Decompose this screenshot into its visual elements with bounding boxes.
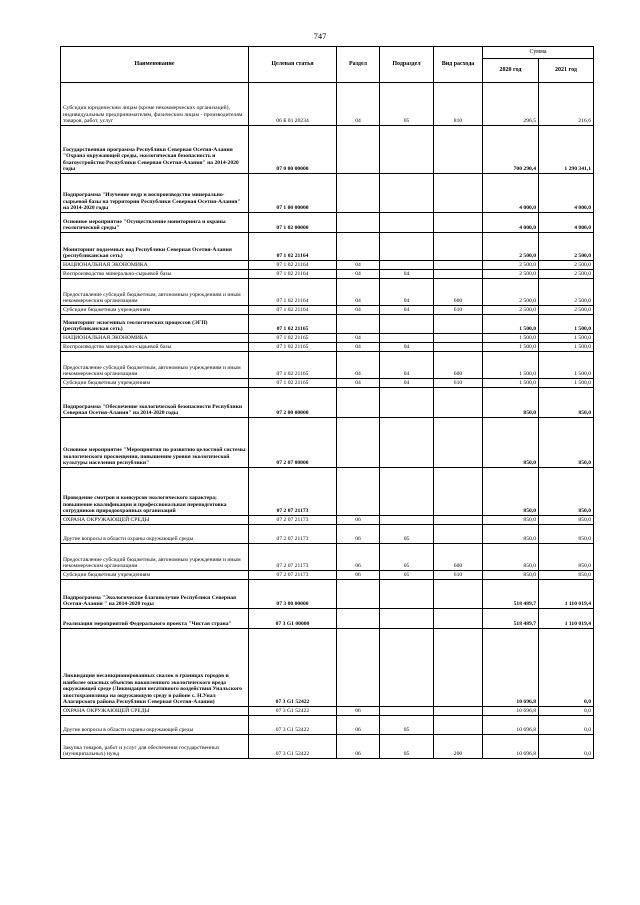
cell-subsection [380,174,434,213]
cell-sum-2021: 1 500,0 [539,315,594,334]
cell-section [337,213,380,233]
cell-target: 07 1 02 00000 [249,213,337,233]
cell-subsection: 04 [380,352,434,379]
cell-expense-type [434,707,483,716]
cell-name: ОХРАНА ОКРУЖАЮЩЕЙ СРЕДЫ [61,707,249,716]
cell-sum-2021: 2 500,0 [539,233,594,261]
cell-sum-2021: 2 500,0 [539,279,594,306]
cell-subsection: 05 [380,571,434,580]
cell-sum-2021: 2 500,0 [539,270,594,279]
cell-name: Мониторинг подземных вод Республики Северная Осетия-Алания (республиканская сеть) [61,233,249,261]
cell-section [337,418,380,468]
cell-target: 07 1 02 21165 [249,379,337,388]
cell-subsection [380,261,434,270]
cell-section [337,388,380,418]
cell-expense-type [434,334,483,343]
cell-subsection [380,388,434,418]
cell-section: 04 [337,270,380,279]
cell-sum-2021: 216,6 [539,83,594,126]
table-row [61,343,594,352]
cell-subsection: 04 [380,279,434,306]
cell-subsection [380,580,434,609]
cell-section: 06 [337,544,380,571]
cell-sum-2020: 850,0 [483,468,539,516]
cell-name: Мониторинг экзогенных геологических процессов (ЭГП) (республиканская сеть) [61,315,249,334]
cell-sum-2020: 10 696,8 [483,716,539,735]
cell-sum-2020: 1 500,0 [483,352,539,379]
cell-name: НАЦИОНАЛЬНАЯ ЭКОНОМИКА [61,261,249,270]
cell-sum-2021: 1 500,0 [539,343,594,352]
table-row [61,233,594,261]
cell-expense-type [434,418,483,468]
cell-section [337,609,380,629]
cell-name: Воспроизводство минерально-сырьевой базы [61,343,249,352]
cell-subsection [380,213,434,233]
cell-subsection [380,334,434,343]
cell-subsection: 04 [380,270,434,279]
cell-sum-2020: 2 500,0 [483,279,539,306]
budget-table [60,46,594,759]
table-row [61,580,594,609]
cell-sum-2021: 850,0 [539,468,594,516]
cell-section [337,174,380,213]
cell-name: НАЦИОНАЛЬНАЯ ЭКОНОМИКА [61,334,249,343]
cell-name: Предоставление субсидий бюджетным, автономным учреждениям и иным некоммерческим организациям [61,352,249,379]
cell-subsection [380,315,434,334]
cell-expense-type [434,174,483,213]
table-row [61,379,594,388]
cell-target: 07 3 G1 52422 [249,629,337,707]
cell-sum-2021: 4 000,0 [539,213,594,233]
cell-target: 07 1 02 21165 [249,343,337,352]
cell-subsection [380,233,434,261]
cell-sum-2020: 10 696,8 [483,735,539,759]
header-sum: Сумма [483,47,594,59]
cell-subsection: 04 [380,306,434,315]
cell-section [337,126,380,174]
cell-name: Субсидии бюджетным учреждениям [61,306,249,315]
cell-name: Предоставление субсидий бюджетным, автономным учреждениям и иным некоммерческим организациям [61,544,249,571]
cell-sum-2021: 4 000,0 [539,174,594,213]
table-row [61,544,594,571]
cell-name: ОХРАНА ОКРУЖАЮЩЕЙ СРЕДЫ [61,516,249,525]
cell-target: 07 1 02 21164 [249,261,337,270]
table-row [61,571,594,580]
cell-name: Субсидии бюджетным учреждениям [61,571,249,580]
cell-target: 07 3 G1 52422 [249,735,337,759]
cell-sum-2020: 850,0 [483,544,539,571]
cell-name: Другие вопросы в области охраны окружающей среды [61,525,249,544]
cell-subsection: 05 [380,735,434,759]
cell-sum-2020: 700 290,4 [483,126,539,174]
table-body [61,83,594,759]
cell-sum-2020: 850,0 [483,388,539,418]
cell-expense-type [434,388,483,418]
table-row [61,352,594,379]
cell-section: 06 [337,716,380,735]
cell-section: 04 [337,379,380,388]
cell-expense-type [434,270,483,279]
cell-expense-type: 610 [434,379,483,388]
cell-expense-type [434,516,483,525]
table-row [61,334,594,343]
cell-subsection: 05 [380,544,434,571]
cell-name: Подпрограмма "Обеспечение экологической безопасности Республики Северная Осетия-Алания" на 2014-2020 годы [61,388,249,418]
cell-expense-type [434,343,483,352]
cell-sum-2021: 850,0 [539,418,594,468]
cell-section [337,315,380,334]
cell-target: 07 1 02 21164 [249,270,337,279]
cell-sum-2020: 1 500,0 [483,379,539,388]
cell-subsection: 05 [380,83,434,126]
table-row [61,306,594,315]
cell-target: 07 3 G1 52422 [249,716,337,735]
header-name: Наименование [61,47,249,83]
cell-target: 07 2 07 21173 [249,571,337,580]
table-row [61,174,594,213]
cell-subsection [380,126,434,174]
cell-subsection [380,629,434,707]
cell-sum-2020: 1 500,0 [483,334,539,343]
cell-sum-2020: 1 500,0 [483,343,539,352]
cell-name: Субсидии бюджетным учреждениям [61,379,249,388]
cell-section [337,468,380,516]
cell-sum-2020: 10 696,8 [483,707,539,716]
cell-sum-2021: 850,0 [539,388,594,418]
cell-target: 07 3 00 00000 [249,580,337,609]
cell-section: 04 [337,352,380,379]
cell-section: 06 [337,571,380,580]
cell-name: Подпрограмма "Экологическое благополучие Республики Северная Осетия-Алания " на 2014-2020 годы [61,580,249,609]
cell-sum-2021: 0,0 [539,716,594,735]
table-row [61,83,594,126]
cell-name: Основное мероприятие "Мероприятия по развитию целостной системы экологического просвещения, повышению уровня экологической культуры населения республики" [61,418,249,468]
cell-target: 07 1 02 21164 [249,233,337,261]
cell-expense-type [434,580,483,609]
cell-name: Основное мероприятие "Осуществление мониторинга и охраны геологической среды" [61,213,249,233]
cell-expense-type [434,629,483,707]
table-row [61,126,594,174]
cell-sum-2020: 850,0 [483,571,539,580]
cell-expense-type [434,233,483,261]
cell-sum-2020: 4 000,0 [483,213,539,233]
cell-sum-2020: 850,0 [483,418,539,468]
cell-sum-2021: 2 500,0 [539,306,594,315]
cell-sum-2020: 2 500,0 [483,270,539,279]
header-subsection: Подраздел [380,47,434,83]
cell-section: 06 [337,735,380,759]
page-number: 747 [313,31,327,41]
cell-expense-type: 810 [434,83,483,126]
cell-sum-2020: 2 500,0 [483,233,539,261]
cell-sum-2021: 850,0 [539,544,594,571]
table-header [61,47,594,83]
cell-sum-2021: 2 500,0 [539,261,594,270]
cell-section [337,233,380,261]
table-row [61,609,594,629]
cell-sum-2020: 518 489,7 [483,580,539,609]
cell-subsection: 04 [380,343,434,352]
cell-sum-2020: 4 000,0 [483,174,539,213]
cell-sum-2020: 2 500,0 [483,261,539,270]
cell-sum-2020: 1 500,0 [483,315,539,334]
cell-sum-2021: 0,0 [539,735,594,759]
cell-expense-type: 200 [434,735,483,759]
cell-section: 04 [337,334,380,343]
header-expense-type: Вид расхода [434,47,483,83]
cell-sum-2021: 1 110 019,4 [539,609,594,629]
cell-sum-2021: 0,0 [539,629,594,707]
cell-sum-2021: 1 290 341,1 [539,126,594,174]
cell-name: Закупка товаров, работ и услуг для обеспечения государственных (муниципальных) нужд [61,735,249,759]
cell-section: 06 [337,525,380,544]
cell-expense-type: 610 [434,571,483,580]
cell-name: Реализация мероприятий Федерального проекта "Чистая страна" [61,609,249,629]
cell-sum-2021: 850,0 [539,571,594,580]
table-row [61,516,594,525]
cell-subsection [380,418,434,468]
cell-expense-type [434,609,483,629]
cell-target: 07 2 00 00000 [249,388,337,418]
cell-target: 07 1 00 00000 [249,174,337,213]
cell-target: 07 2 07 21173 [249,544,337,571]
cell-sum-2020: 10 696,8 [483,629,539,707]
cell-expense-type: 600 [434,544,483,571]
header-year-2020: 2020 год [483,59,539,83]
cell-target: 07 1 02 21164 [249,279,337,306]
cell-sum-2021: 1 110 019,4 [539,580,594,609]
cell-sum-2020: 2 500,0 [483,306,539,315]
cell-target: 07 3 G1 52422 [249,707,337,716]
cell-expense-type [434,213,483,233]
cell-sum-2020: 850,0 [483,525,539,544]
cell-expense-type [434,126,483,174]
cell-subsection [380,468,434,516]
cell-target: 07 1 02 21165 [249,315,337,334]
cell-name: Ликвидация несанкционированных свалок в границах городов и наиболее опасных объектов накопленного экологического вреда окружающей среде (Ликвидация негативного воздействия Унальского хвостохранилища на окружающую среду в районе с. Н.Унал Алагирского района Республики Северная Осетия-Алания) [61,629,249,707]
cell-subsection: 04 [380,379,434,388]
cell-section: 04 [337,343,380,352]
cell-name: Воспроизводство минерально-сырьевой базы [61,270,249,279]
cell-section: 04 [337,261,380,270]
table-row [61,707,594,716]
cell-sum-2021: 850,0 [539,525,594,544]
header-section: Раздел [337,47,380,83]
cell-expense-type [434,525,483,544]
cell-expense-type [434,315,483,334]
cell-target: 07 3 G1 00000 [249,609,337,629]
cell-section: 04 [337,279,380,306]
cell-section: 06 [337,516,380,525]
cell-target: 07 1 02 21164 [249,306,337,315]
table-row [61,629,594,707]
cell-sum-2021: 850,0 [539,516,594,525]
table-row [61,270,594,279]
cell-target: 07 2 07 00000 [249,418,337,468]
cell-section: 06 [337,707,380,716]
cell-sum-2021: 1 500,0 [539,379,594,388]
cell-sum-2020: 850,0 [483,516,539,525]
cell-sum-2021: 1 500,0 [539,352,594,379]
cell-subsection [380,516,434,525]
cell-subsection: 05 [380,525,434,544]
table-row [61,468,594,516]
cell-sum-2020: 518 489,7 [483,609,539,629]
cell-expense-type: 600 [434,352,483,379]
cell-expense-type [434,261,483,270]
cell-expense-type [434,468,483,516]
cell-section: 04 [337,83,380,126]
table-row [61,525,594,544]
cell-name: Другие вопросы в области охраны окружающей среды [61,716,249,735]
cell-name: Предоставление субсидий бюджетным, автономным учреждениям и иным некоммерческим организациям [61,279,249,306]
cell-subsection [380,609,434,629]
cell-target: 07 2 07 21173 [249,525,337,544]
cell-expense-type: 600 [434,279,483,306]
cell-name: Проведение смотров и конкурсов экологического характера; повышение квалификации и профессиональная переподготовка сотрудников природоохранных организаций [61,468,249,516]
cell-name: Подпрограмма "Изучение недр и воспроизводство минерально-сырьевой базы на территории Республики Северная Осетия-Алания" на 2014-2020 годы [61,174,249,213]
table-row [61,315,594,334]
table-row [61,418,594,468]
table-row [61,261,594,270]
cell-target: 07 1 02 21165 [249,352,337,379]
cell-name: Субсидии юридическим лицам (кроме некоммерческих организаций), индивидуальным предпринимателям, физическим лицам - производителям товаров, работ, услуг [61,83,249,126]
cell-sum-2021: 0,0 [539,707,594,716]
table-row [61,716,594,735]
table-row [61,279,594,306]
table-row [61,213,594,233]
cell-subsection [380,707,434,716]
cell-sum-2020: 296,5 [483,83,539,126]
cell-name: Государственная программа Республики Северная Осетия-Алания "Охрана окружающей среды, экологическая безопасность и благоустройство Республики Северная Осетия-Алания" на 2014-2020 годы [61,126,249,174]
cell-subsection: 05 [380,716,434,735]
cell-section [337,580,380,609]
cell-sum-2021: 1 500,0 [539,334,594,343]
cell-expense-type: 610 [434,306,483,315]
cell-target: 06 Б 01 20234 [249,83,337,126]
table-row [61,388,594,418]
table-row [61,735,594,759]
cell-section: 04 [337,306,380,315]
cell-target: 07 2 07 21173 [249,468,337,516]
cell-expense-type [434,716,483,735]
cell-target: 07 1 02 21165 [249,334,337,343]
cell-target: 07 0 00 00000 [249,126,337,174]
cell-target: 07 2 07 21173 [249,516,337,525]
header-target: Целевая статья [249,47,337,83]
cell-section [337,629,380,707]
header-year-2021: 2021 год [539,59,594,83]
